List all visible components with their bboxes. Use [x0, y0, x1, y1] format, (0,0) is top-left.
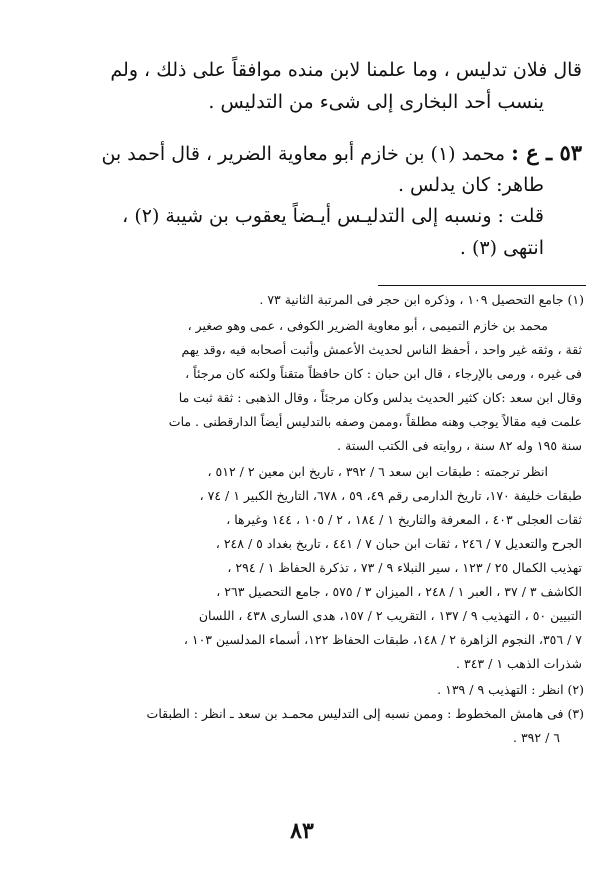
footnote-line: (٢) انظر : التهذيب ٩ / ١٣٩ . [437, 682, 584, 697]
footnote-line: الجرح والتعديل ٧ / ٢٤٦ ، ثقات ابن حبان ٧ / ٤٤١ ، تاريخ بغداد ٥ / ٢٤٨ ، [215, 536, 582, 551]
footnote-line: سنة ١٩٥ وله ٨٢ سنة ، روايته فى الكتب الستة . [337, 438, 582, 453]
entry-53-line [101, 138, 582, 169]
footnote-line: وقال ابن سعد :كان كثير الحديث يدلس وكان مرجئاً ، وقال الذهبى : ثقة ثبت ما [178, 390, 582, 405]
footnote-line: التبيين ٥٠ ، التهذيب ٩ / ١٣٧ ، التقريب ٢ / ١٥٧، هدى السارى ٤٣٨ ، اللسان [198, 608, 582, 623]
footnote-line: ٧ / ٣٥٦، النجوم الزاهرة ٢ / ١٤٨، طبقات الحفاظ ١٢٢، أسماء المدلسين ١٠٣ ، [183, 632, 582, 647]
body-line: قال فلان تدليس ، وما علمنا لابن منده موافقاً على ذلك ، ولم [110, 59, 582, 81]
body-line: قلت : ونسبه إلى التدليـس أيـضاً يعقوب بن شيبة (٢) ، [122, 205, 544, 227]
footnote-line: تهذيب الكمال ٢٥ / ١٢٣ ، سير النبلاء ٩ / ٧٣ ، تذكرة الحفاظ ١ / ٢٩٤ ، [227, 560, 582, 575]
footnote-divider [378, 285, 586, 286]
entry-number: ٥٣ ـ ع : [511, 140, 582, 165]
footnote-line: ثقات العجلى ٤٠٣ ، المعرفة والتاريخ ١ / ١٨٤ ، ٢ / ١٠٥ ، ١٤٤ وغيرها ، [226, 512, 582, 527]
entry-text: محمد (١) بن خازم أبو معاوية الضرير ، قال أحمد بن [101, 143, 506, 165]
footnote-line: محمد بن خازم التميمى ، أبو معاوية الضرير الكوفى ، عمى وهو صغير ، [187, 318, 548, 333]
body-line: طاهر: كان يدلس . [397, 174, 544, 196]
footnote-line: الكاشف ٣ / ٣٧ ، العبر ١ / ٢٤٨ ، الميزان ٣ / ٥٧٥ ، جامع التحصيل ٢٦٣ ، [216, 584, 582, 599]
footnote-line: ٦ / ٣٩٢ . [513, 730, 560, 745]
footnote-line: طبقات خليفة ١٧٠، تاريخ الدارمى رقم ٤٩، ٥٩ ، ٦٧٨، التاريخ الكبير ١ / ٧٤ ، [199, 488, 582, 503]
page-number: ٨٣ [290, 818, 314, 844]
footnote-line: علمت فيه مقالاً يوجب وهنه مطلقاً ،وممن وصفه بالتدليس أيضاً الدارقطنى . مات [168, 414, 582, 429]
footnote-line: فى غيره ، ورمى بالإرجاء ، قال ابن حبان : كان حافظاً متقناً ولكنه كان مرجئاً ، [185, 366, 582, 381]
footnote-line: (٣) فى هامش المخطوط : وممن نسبه إلى التدليس محمـد بن سعد ـ انظر : الطبقات [146, 706, 584, 721]
body-line: انتهى (٣) . [459, 237, 544, 259]
footnote-line: انظر ترجمته : طبقات ابن سعد ٦ / ٣٩٢ ، تاريخ ابن معين ٢ / ٥١٢ ، [207, 464, 548, 479]
body-line: ينسب أحد البخارى إلى شىء من التدليس . [208, 91, 544, 113]
footnote-line: ثقة ، وثقه غير واحد ، أحفظ الناس لحديث الأعمش وأثبت أصحابه فيه ،وقد يهم [181, 342, 582, 357]
footnote-line: شذرات الذهب ١ / ٣٤٣ . [456, 656, 582, 671]
footnote-line: (١) جامع التحصيل ١٠٩ ، وذكره ابن حجر فى المرتبة الثانية ٧٣ . [259, 292, 584, 307]
